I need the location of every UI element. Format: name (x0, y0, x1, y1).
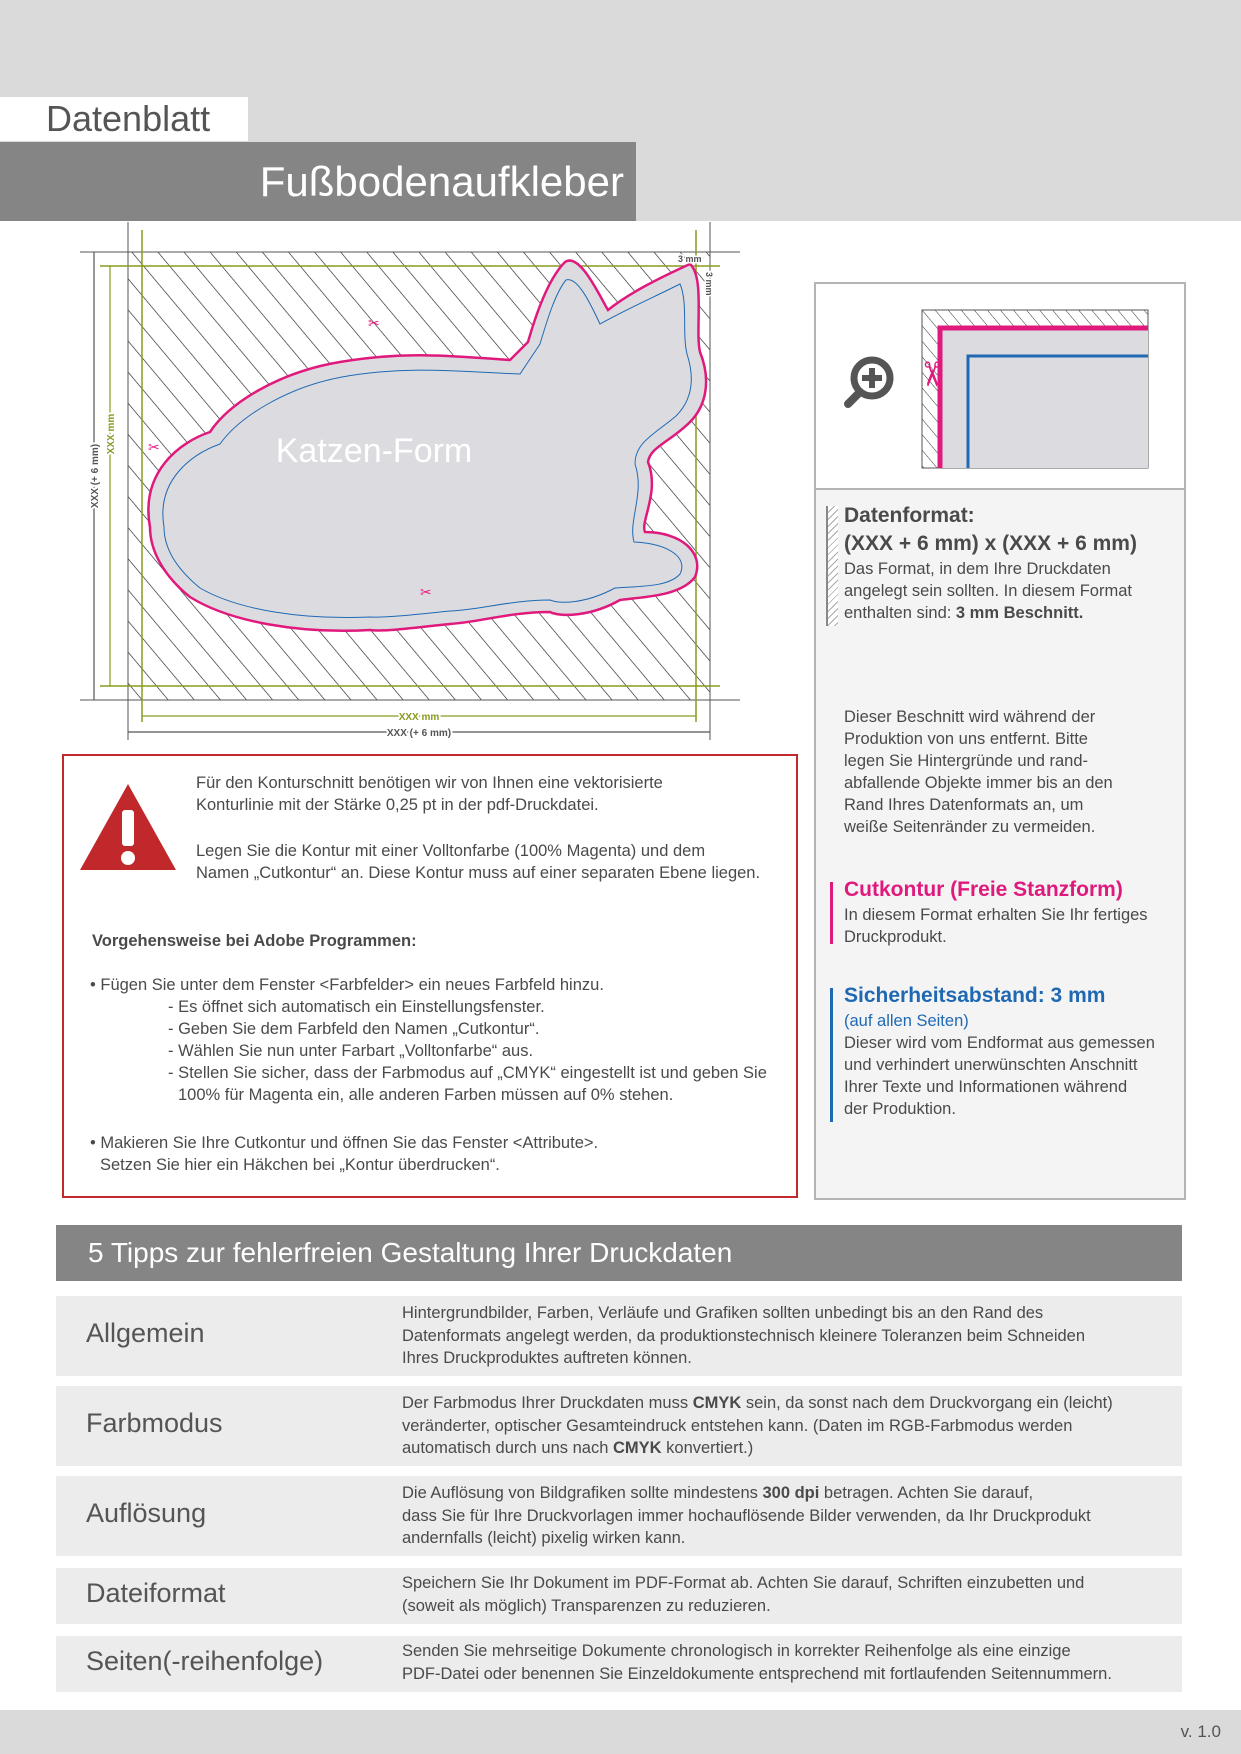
tip-text: Senden Sie mehrseitige Dokumente chronologisch in korrekter Reihenfolge als eine einzige PDF-Datei oder benennen Sie Einzeldokumente entsprechend mit fortlaufenden Seitennummern. (402, 1642, 1112, 1683)
warning-box (62, 754, 798, 1198)
scissors-icon: ✂ (148, 440, 160, 456)
outer-width-label: XXX (+ 6 mm) (386, 728, 452, 739)
tips-header: 5 Tipps zur fehlerfreien Gestaltung Ihrer Druckdaten (56, 1225, 1182, 1281)
tip-name: Dateiformat (86, 1578, 226, 1608)
adobe-heading: Vorgehensweise bei Adobe Programmen: (92, 932, 417, 950)
warning-text-2: Legen Sie die Kontur mit einer Volltonfarbe (100% Magenta) und dem Namen „Cutkontur“ an. Diese Kontur muss auf einer separaten Ebene liegen. (196, 842, 761, 882)
cutkontur-marker (830, 882, 833, 944)
tip-name: Seiten(-reihenfolge) (86, 1646, 324, 1676)
corner-detail-graphic (911, 308, 1150, 468)
tip-row-seiten (56, 1636, 1182, 1692)
title-bar (0, 142, 636, 221)
shape-label: Katzen-Form (275, 432, 473, 470)
inner-width-label: XXX mm (398, 712, 440, 723)
tip-name: Auflösung (86, 1498, 207, 1528)
tip-name: Allgemein (86, 1318, 205, 1348)
zoom-detail (816, 284, 1184, 490)
tip-row-dateiformat (56, 1568, 1182, 1624)
footer (0, 1710, 1241, 1754)
tip-text: Der Farbmodus Ihrer Druckdaten muss CMYK sein, da sonst nach dem Druckvorgang ein (leicht) veränderter, optischer Gesamteindruck entstehen kann. (Daten im RGB-Farbmodus werden automatisch durch uns nach CMYK konvertiert.) (402, 1394, 1113, 1457)
scissors-icon: ✂ (420, 585, 432, 601)
step-2: • Makieren Sie Ihre Cutkontur und öffnen Sie das Fenster <Attribute>. Setzen Sie hier ein Häkchen bei „Kontur überdrucken“. (90, 1134, 599, 1174)
step-1-substeps: - Es öffnet sich automatisch ein Einstellungsfenster. - Geben Sie dem Farbfeld den Namen „Cutkontur“. - Wählen Sie nun unter Farbart „Volltonfarbe“ aus. - Stellen Sie sicher, dass der Farbmodus auf „CMYK“ eingestellt ist und geben Sie 100% für Magenta ein, alle anderen Farben müssen auf 0% stehen. (168, 998, 767, 1104)
tip-text: Die Auflösung von Bildgrafiken sollte mindestens 300 dpi betragen. Achten Sie darauf, dass Sie für Ihre Druckvorlagen immer hochauflösende Bilder verwenden, da Ihr Druckprodukt andernfalls (leicht) pixelig wirken kann. (402, 1484, 1091, 1547)
step-1: • Fügen Sie unter dem Fenster <Farbfelder> ein neues Farbfeld hinzu. (90, 976, 604, 994)
version-label: v. 1.0 (1180, 1722, 1221, 1741)
cutkontur-section: Cutkontur (Freie Stanzform) In diesem Format erhalten Sie Ihr fertiges Druckprodukt. (844, 878, 1148, 946)
bleed-right-label: 3 mm (704, 272, 714, 296)
page-title: Fußbodenaufkleber (259, 158, 624, 205)
info-panel (814, 282, 1186, 1200)
document-type-label: Datenblatt (0, 97, 248, 141)
tip-row-allgemein (56, 1296, 1182, 1376)
scissors-icon: ✂ (368, 316, 380, 332)
tip-row-aufloesung (56, 1476, 1182, 1556)
sicherheitsabstand-section: Sicherheitsabstand: 3 mm (auf allen Seiten) Dieser wird vom Endformat aus gemessen und verhindert unerwünschten Anschnitt Ihrer Texte und Informationen während der Produktion. (844, 984, 1155, 1118)
tip-text: Speichern Sie Ihr Dokument im PDF-Format ab. Achten Sie darauf, Schriften einzubetten und (soweit als möglich) Transparenzen zu reduzieren. (402, 1574, 1085, 1615)
tip-name: Farbmodus (86, 1408, 223, 1438)
datenformat-marker (826, 506, 838, 626)
sicherheit-marker (830, 988, 833, 1122)
datenformat-section: Datenformat: (XXX + 6 mm) x (XXX + 6 mm) Das Format, in dem Ihre Druckdaten angelegt sein sollten. In diesem Format enthalten sind: 3 mm Beschnitt. (844, 504, 1137, 622)
outer-height-label: XXX (+ 6 mm) (90, 443, 101, 509)
inner-height-label: XXX mm (106, 413, 117, 455)
warning-text-1: Für den Konturschnitt benötigen wir von Ihnen eine vektorisierte Konturlinie mit der Stärke 0,25 pt in der pdf-Druckdatei. (196, 774, 663, 814)
cut-contour-diagram (80, 222, 760, 742)
zoom-in-icon (838, 354, 898, 414)
warning-icon (78, 782, 178, 872)
bleed-top-label: 3 mm (678, 254, 702, 264)
tip-row-farbmodus (56, 1386, 1182, 1466)
scissors-icon: ✂ (911, 360, 951, 389)
beschnitt-section: Dieser Beschnitt wird während der Produktion von uns entfernt. Bitte legen Sie Hintergründe und rand- abfallende Objekte immer bis an den Rand Ihres Datenformats an, um weiße Seitenränder zu vermeiden. (844, 708, 1113, 836)
tip-text: Hintergrundbilder, Farben, Verläufe und Grafiken sollten unbedingt bis an den Rand des Datenformats angelegt werden, da produktionstechnisch kleinere Toleranzen beim Schneiden Ihres Druckproduktes auftreten können. (402, 1304, 1086, 1367)
